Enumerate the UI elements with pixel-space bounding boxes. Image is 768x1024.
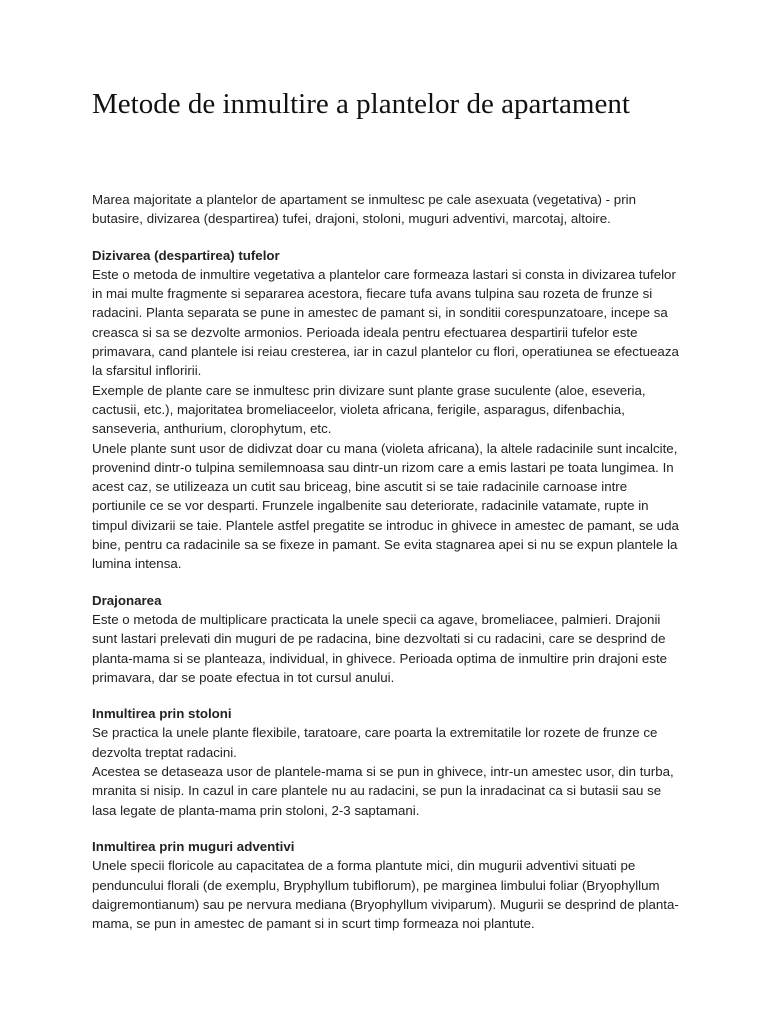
page-title: Metode de inmultire a plantelor de apartament: [92, 88, 630, 120]
section-heading: Dizivarea (despartirea) tufelor: [92, 247, 280, 263]
intro-paragraph: Marea majoritate a plantelor de apartament se inmultesc pe cale asexuata (vegetativa) - prin butasire, divizarea (despartirea) tufei, drajoni, stoloni, muguri adventivi, marcotaj, altoire.: [92, 192, 636, 227]
section-drajonarea: [92, 591, 680, 687]
section-paragraph: Unele plante sunt usor de didivzat doar cu mana (violeta africana), la altele radacinile sunt incalcite, provenind dintr-o tulpina semilemnoasa sau dintr-un rizom care a emis lastari pe toata lungimea. In acest caz, se utilizeaza un cutit sau briceag, bine ascutit si se taie radacinile carnoase intre portiunile ce se vor desparti. Frunzele ingalbenite sau deteriorate, radacinile vatamate, rupte in timpul divizarii se taie. Plantele astfel pregatite se introduc in ghivece in amestec de pamant, se uda bine, pentru ca radacinile sa se fixeze in pamant. Se evita stagnarea apei si nu se expun plantele la lumina intensa.: [92, 440, 679, 572]
section-heading: Drajonarea: [92, 592, 162, 608]
section-paragraph: Se practica la unele plante flexibile, taratoare, care poarta la extremitatile lor rozete de frunze ce dezvolta treptat radacini.: [92, 725, 658, 760]
section-paragraph: Acestea se detaseaza usor de plantele-mama si se pun in ghivece, intr-un amestec usor, din turba, mranita si nisip. In cazul in care plantele nu au radacini, se pun la inradacinat ca si butasii sau se lasa legate de planta-mama prin stoloni, 2-3 saptamani.: [92, 764, 674, 818]
section-muguri-adventivi: [92, 837, 680, 933]
section-paragraph: Exemple de plante care se inmultesc prin divizare sunt plante grase suculente (aloe, eseveria, cactusii, etc.), majoritatea bromeliaceelor, violeta africana, ferigile, asparagus, difenbachia, sanseveria, anthurium, clorophytum, etc.: [92, 382, 646, 437]
section-paragraph: Este o metoda de multiplicare practicata la unele specii ca agave, bromeliacee, palmieri. Drajonii sunt lastari prelevati din muguri de pe radacina, bine dezvoltati si cu radacini, care se desprind de planta-mama si se planteaza, individual, in ghivece. Perioada optima de inmultire prin drajoni este primavara, dar se poate efectua in tot cursul anului.: [92, 611, 668, 685]
section-heading: Inmultirea prin muguri adventivi: [92, 838, 295, 854]
document-page: [92, 84, 680, 933]
section-stoloni: [92, 704, 680, 820]
section-paragraph: Este o metoda de inmultire vegetativa a plantelor care formeaza lastari si consta in divizarea tufelor in mai multe fragmente si separarea acestora, fiecare tufa avans tulpina sau rozeta de frunze si radacini. Planta separata se pune in amestec de pamant si, in sonditii corespunzatoare, incepe sa creasca si sa se dezvolte armonios. Perioada ideala pentru efectuarea despartirii tufelor este primavara, cand plantele isi reiau cresterea, iar in cazul plantelor cu flori, operatiunea se efectueaza la sfarsitul infloririi.: [92, 266, 679, 379]
section-paragraph: Unele specii floricole au capacitatea de a forma plantute mici, din mugurii adventivi situati pe penduncului florali (de exemplu, Bryphyllum tubiflorum), pe marginea limbului foliar (Bryophyllum daigremontianum) sau pe nervura mediana (Bryophyllum viviparum). Mugurii se desprind de planta-mama, se pun in amestec de pamant si in scurt timp formeaza noi plantute.: [92, 858, 679, 932]
section-heading: Inmultirea prin stoloni: [92, 706, 232, 722]
section-divizarea: [92, 246, 680, 574]
